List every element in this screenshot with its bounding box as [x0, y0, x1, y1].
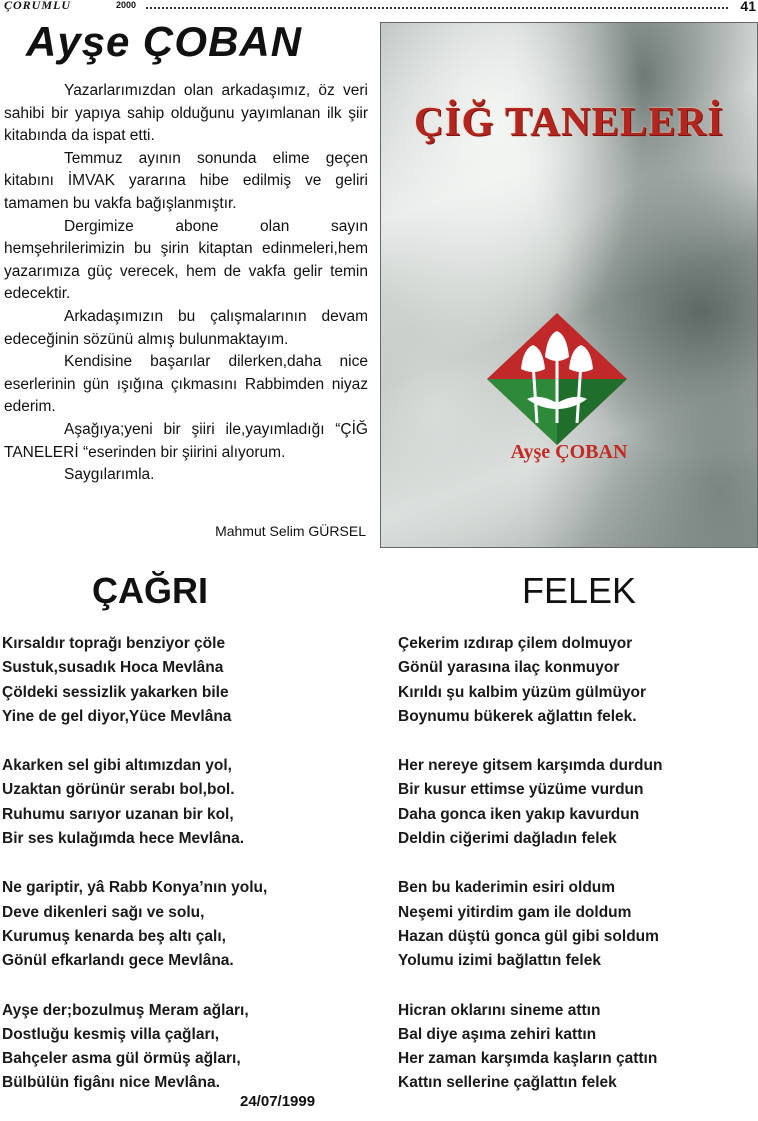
poem-line: Bahçeler asma gül örmüş ağları,	[2, 1050, 241, 1068]
poem-line: Hazan düştü gonca gül gibi soldum	[398, 927, 659, 945]
header-dotted-rule	[146, 7, 728, 9]
poem-line: Neşemi yitirdim gam ile doldum	[398, 903, 632, 921]
poem-title-cagri: ÇAĞRI	[92, 570, 208, 611]
stanza	[398, 999, 756, 1096]
magazine-name: ÇORUMLU	[4, 0, 72, 12]
poem-line: Ben bu kaderimin esiri oldum	[398, 879, 616, 897]
poem-line: Kattın sellerine çağlattın felek	[398, 1074, 617, 1092]
poem-line: Her zaman karşımda kaşların çattın	[398, 1050, 658, 1068]
poem-line: Her nereye gitsem karşımda durdun	[398, 757, 663, 775]
stanza	[398, 632, 756, 729]
poem-line: Ruhumu sarıyor uzanan bir kol,	[2, 805, 234, 823]
intro-text	[4, 80, 368, 487]
poem-line: Gönül efkarlandı gece Mevlâna.	[2, 952, 234, 970]
poem-line: Çekerim ızdırap çilem dolmuyor	[398, 635, 633, 652]
page-number: 41	[740, 0, 756, 14]
stanza	[398, 876, 756, 973]
poem-title-felek: FELEK	[521, 570, 637, 611]
author-title: Ayşe ÇOBAN	[26, 18, 303, 65]
issue-year: 2000	[116, 0, 137, 10]
poem-line: Kurumuş kenarda beş altı çalı,	[2, 927, 226, 945]
intro-paragraph: Arkadaşımızın bu çalışmalarının devam edeceğinin sözünü almış bulunmaktayım.	[4, 307, 368, 348]
poem-line: Yolumu izimi bağlattın felek	[398, 952, 601, 970]
poem-line: Hicran oklarını sineme attın	[398, 1001, 601, 1019]
book-cover-image	[380, 22, 758, 548]
stanza	[2, 876, 382, 973]
stanza	[398, 754, 756, 851]
intro-paragraph: Aşağıya;yeni bir şiiri ile,yayımladığı “ÇİĞ TANELERİ “eserinden bir şiirini alıyorum.	[4, 420, 368, 461]
poem-line: Kırsaldır toprağı benziyor çöle	[2, 635, 226, 652]
stanza	[2, 754, 382, 851]
poem-date: 24/07/1999	[240, 1093, 316, 1110]
page-header	[4, 0, 756, 16]
poem-line: Deldin ciğerimi dağladın felek	[398, 830, 617, 848]
intro-paragraph: Temmuz ayının sonunda elime geçen kitabını İMVAK yararına hibe edilmiş ve geliri tamamen bu vakfa bağışlanmıştır.	[4, 149, 368, 212]
poem-line: Dostluğu kesmiş villa çağları,	[2, 1025, 220, 1043]
poem-line: Çöldeki sessizlik yakarken bile	[2, 683, 229, 701]
stanza	[2, 632, 382, 729]
poem-cagri	[2, 632, 382, 1121]
signature: Mahmut Selim GÜRSEL	[215, 523, 366, 539]
poem-line: Ne gariptir, yâ Rabb Konya’nın yolu,	[2, 879, 268, 897]
poem-line: Uzaktan görünür serabı bol,bol.	[2, 781, 235, 799]
poem-line: Akarken sel gibi altımızdan yol,	[2, 757, 232, 775]
poem-line: Yine de gel diyor,Yüce Mevlâna	[2, 707, 232, 725]
poem-line: Bülbülün figânı nice Mevlâna.	[2, 1074, 220, 1092]
poem-line: Bal diye aşıma zehiri kattın	[398, 1025, 597, 1043]
cover-title: ÇİĞ TANELERİ	[413, 98, 725, 144]
poem-line: Daha gonca iken yakıp kavurdun	[398, 805, 640, 823]
intro-paragraph: Dergimize abone olan sayın hemşehrilerimizin bu şirin kitaptan edinmeleri,hem yazarımıza güç verecek, hem de vakfa gelir temin edecektir.	[4, 217, 368, 303]
poem-line: Sustuk,susadık Hoca Mevlâna	[2, 659, 224, 677]
poem-felek	[398, 632, 756, 1121]
poem-line: Gönül yarasına ilaç konmuyor	[398, 659, 620, 677]
poem-line: Deve dikenleri sağı ve solu,	[2, 903, 205, 921]
intro-paragraph: Kendisine başarılar dilerken,daha nice eserlerinin gün ışığına çıkmasını Rabbimden niyaz ederim.	[4, 353, 368, 416]
poem-line: Bir ses kulağımda hece Mevlâna.	[2, 830, 245, 848]
cover-author: Ayşe ÇOBAN	[510, 441, 628, 463]
intro-paragraph: Yazarlarımızdan olan arkadaşımız, öz veri sahibi bir yapıya sahip olduğunu yayımlanan ilk şiir kitabında da ispat etti.	[4, 82, 368, 145]
poem-line: Bir kusur ettimse yüzüme vurdun	[398, 781, 644, 799]
tulip-logo-icon	[487, 313, 627, 448]
poem-line: Kırıldı şu kalbim yüzüm gülmüyor	[398, 683, 647, 701]
poem-line: Boynumu bükerek ağlattın felek.	[398, 707, 637, 725]
intro-paragraph: Saygılarımla.	[64, 466, 155, 484]
poem-line: Ayşe der;bozulmuş Meram ağları,	[2, 1001, 249, 1019]
stanza	[2, 999, 382, 1096]
